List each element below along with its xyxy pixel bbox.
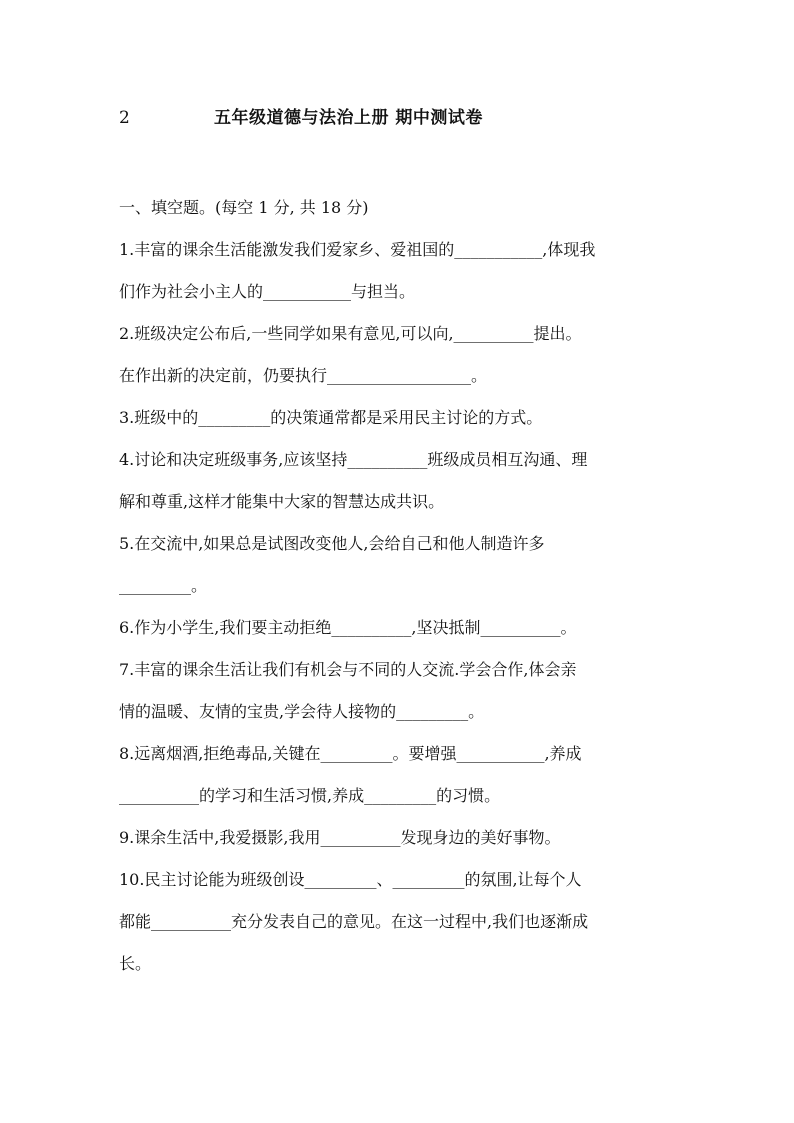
- question-line: __________的学习和生活习惯,养成_________的习惯。: [119, 786, 501, 805]
- question-line: 在作出新的决定前，仍要执行__________________。: [119, 366, 488, 385]
- question-line: 解和尊重,这样才能集中大家的智慧达成共识。: [119, 492, 445, 511]
- question-6: [119, 607, 679, 649]
- header: [119, 104, 679, 132]
- section-heading: 一、填空题。(每空 1 分, 共 18 分): [119, 198, 369, 217]
- question-line: 6.作为小学生,我们要主动拒绝__________,坚决抵制__________。: [119, 618, 577, 637]
- question-4: [119, 439, 679, 523]
- question-7: [119, 649, 679, 733]
- question-line: _________。: [119, 576, 208, 595]
- question-line: 都能__________充分发表自己的意见。在这一过程中,我们也逐渐成: [119, 912, 589, 931]
- page-title: 五年级道德与法治上册 期中测试卷: [214, 108, 483, 128]
- question-line: 1.丰富的课余生活能激发我们爱家乡、爱祖国的___________,体现我: [119, 240, 596, 259]
- page-number: 2: [119, 108, 130, 128]
- question-1: [119, 229, 679, 313]
- question-8: [119, 733, 679, 817]
- question-line: 们作为社会小主人的___________与担当。: [119, 282, 416, 301]
- question-line: 长。: [119, 954, 152, 973]
- question-line: 2.班级决定公布后,一些同学如果有意见,可以向,__________提出。: [119, 324, 582, 343]
- question-10: [119, 859, 679, 985]
- question-line: 3.班级中的_________的决策通常都是采用民主讨论的方式。: [119, 408, 543, 427]
- question-5: [119, 523, 679, 607]
- exam-content: [119, 187, 679, 985]
- question-2: [119, 313, 679, 397]
- question-line: 7.丰富的课余生活让我们有机会与不同的人交流.学会合作,体会亲: [119, 660, 577, 679]
- question-line: 10.民主讨论能为班级创设_________、_________的氛围,让每个人: [119, 870, 582, 889]
- question-line: 4.讨论和决定班级事务,应该坚持__________班级成员相互沟通、理: [119, 450, 588, 469]
- question-line: 5.在交流中,如果总是试图改变他人,会给自己和他人制造许多: [119, 534, 545, 553]
- question-line: 8.远离烟酒,拒绝毒品,关键在_________。要增强___________,养成: [119, 744, 582, 763]
- question-9: [119, 817, 679, 859]
- question-3: [119, 397, 679, 439]
- question-line: 9.课余生活中,我爱摄影,我用__________发现身边的美好事物。: [119, 828, 561, 847]
- question-line: 情的温暖、友情的宝贵,学会待人接物的_________。: [119, 702, 485, 721]
